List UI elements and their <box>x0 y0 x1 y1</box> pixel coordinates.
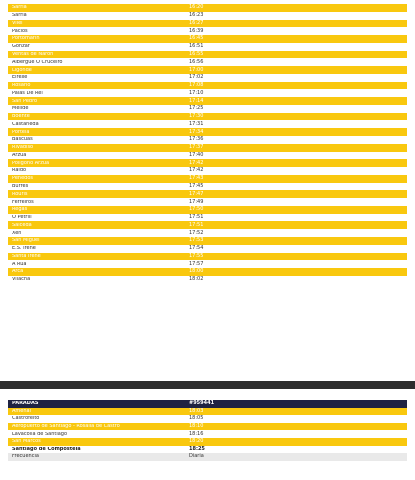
stop-name: Ligonde <box>12 67 32 73</box>
stop-name: Sarria <box>12 13 27 19</box>
stop-time: 18:00 <box>189 268 204 275</box>
table-row <box>8 152 407 160</box>
stop-time: 16:23 <box>189 12 204 19</box>
stop-time: 17:45 <box>189 182 204 189</box>
stop-name: Vilachá <box>12 277 31 283</box>
table-row <box>8 105 407 113</box>
stop-time: 17:54 <box>189 245 204 252</box>
table-row <box>8 408 407 416</box>
stop-time: 17:43 <box>189 175 204 182</box>
stop-name: Castrofeito <box>12 416 40 422</box>
header-stops: PARADAS <box>12 401 39 407</box>
table-row <box>8 438 407 446</box>
stop-name: Castañeda <box>12 121 39 127</box>
table-row <box>8 128 407 136</box>
table-row <box>8 51 407 59</box>
stop-time: 17:51 <box>189 221 204 228</box>
stop-time: 17:53 <box>189 237 204 244</box>
stop-time: 17:55 <box>189 252 204 259</box>
table-row <box>8 167 407 175</box>
stop-time: 18:02 <box>189 276 204 283</box>
stop-name: O Petrill <box>12 215 32 221</box>
stop-time: 18:25 <box>189 445 205 452</box>
section-separator <box>0 381 415 389</box>
table-row <box>8 268 407 276</box>
table-row <box>8 113 407 121</box>
stop-name: San Marcos <box>12 439 41 445</box>
stop-name: Vilei <box>12 20 23 26</box>
table-row <box>8 74 407 82</box>
table-row <box>8 43 407 51</box>
table-row <box>8 276 407 284</box>
stop-name: Raido <box>12 168 27 174</box>
stop-name: Arzúa <box>12 152 27 158</box>
table-row <box>8 430 407 438</box>
table-row <box>8 229 407 237</box>
stop-time: 16:56 <box>189 58 204 65</box>
stop-time: 16:51 <box>189 43 204 50</box>
table-row <box>8 221 407 229</box>
table-row <box>8 198 407 206</box>
stop-time: 16:20 <box>189 4 204 11</box>
table-row <box>8 82 407 90</box>
table-row <box>8 206 407 214</box>
header-route: #959441 <box>189 400 215 407</box>
frequency-value: Diaria <box>189 453 204 460</box>
table-row <box>8 4 407 12</box>
table-row <box>8 245 407 253</box>
schedule-table-bottom <box>8 400 407 461</box>
stop-name: Santa Irene <box>12 253 41 259</box>
schedule-table-top <box>8 4 407 284</box>
stop-time: 17:49 <box>189 198 204 205</box>
stop-time: 16:27 <box>189 19 204 26</box>
stop-time: 17:34 <box>189 128 204 135</box>
frequency-label: Frecuencia <box>12 454 39 460</box>
stop-time: 17:47 <box>189 190 204 197</box>
stop-name: Rosario <box>12 83 31 89</box>
stop-time: 17:30 <box>189 113 204 120</box>
table-row <box>8 20 407 28</box>
stop-time: 17:08 <box>189 82 204 89</box>
stop-name: Polígono Arzúa <box>12 160 50 166</box>
stop-name: Portela <box>12 129 30 135</box>
stop-name: Portomarín <box>12 36 40 42</box>
stop-name: Aeropuerto de Santiago - Rosalía de Castro <box>12 424 120 430</box>
stop-name: Ventas de Narón <box>12 51 54 57</box>
stop-time: 17:36 <box>189 136 204 143</box>
table-row <box>8 144 407 152</box>
table-row <box>8 136 407 144</box>
stop-name: E.S. Irene <box>12 246 36 252</box>
table-row <box>8 415 407 423</box>
stop-name: Gonzar <box>12 44 30 50</box>
table-row <box>8 120 407 128</box>
stop-time: 16:55 <box>189 50 204 57</box>
table-row <box>8 97 407 105</box>
table-row <box>8 423 407 431</box>
stop-name: Santiago de Compostela <box>12 446 81 452</box>
table-row <box>8 214 407 222</box>
stop-time: 17:25 <box>189 105 204 112</box>
table-row <box>8 175 407 183</box>
stop-name: Eirexe <box>12 75 28 81</box>
stop-name: Burres <box>12 183 29 189</box>
stop-name: Bascuas <box>12 137 33 143</box>
table-row <box>8 58 407 66</box>
stop-time: 17:02 <box>189 74 204 81</box>
stop-name: Sarria <box>12 5 27 11</box>
stop-time: 17:31 <box>189 120 204 127</box>
stop-name: Xen <box>12 230 22 236</box>
stop-time: 17:40 <box>189 151 204 158</box>
stop-name: Palas De Rei <box>12 90 43 96</box>
stop-name: Ferreiros <box>12 199 34 205</box>
table-row <box>8 66 407 74</box>
table-row <box>8 446 407 454</box>
stop-name: Albergue O Cruceiro <box>12 59 63 65</box>
stop-time: 17:42 <box>189 167 204 174</box>
stop-name: Boente <box>12 114 30 120</box>
table-row <box>8 159 407 167</box>
stop-time: 18:05 <box>189 415 204 422</box>
stop-name: Melide <box>12 106 29 112</box>
table-row <box>8 12 407 20</box>
stop-name: A Rúa <box>12 261 27 267</box>
stop-name: Arca <box>12 269 24 275</box>
table-row <box>8 89 407 97</box>
stop-time: 17:51 <box>189 214 204 221</box>
stop-time: 18:16 <box>189 430 204 437</box>
frequency-row <box>8 453 407 461</box>
stop-name: San Pedro <box>12 98 38 104</box>
stop-name: San Miguel <box>12 238 40 244</box>
stop-name: Rourís <box>12 191 28 197</box>
table-row <box>8 237 407 245</box>
stop-time: 18:10 <box>189 423 204 430</box>
stop-time: 17:52 <box>189 229 204 236</box>
stop-name: Salceda <box>12 222 32 228</box>
stop-time: 16:39 <box>189 27 204 34</box>
stop-time: 17:42 <box>189 159 204 166</box>
stop-time: 18:20 <box>189 438 204 445</box>
table-row <box>8 253 407 261</box>
table-row <box>8 260 407 268</box>
stop-name: Penedos <box>12 176 33 182</box>
stop-time: 17:37 <box>189 144 204 151</box>
stop-time: 17:14 <box>189 97 204 104</box>
stop-time: 17:00 <box>189 66 204 73</box>
table-row <box>8 190 407 198</box>
table-row <box>8 35 407 43</box>
stop-name: Paclos <box>12 28 28 34</box>
stop-time: 17:50 <box>189 206 204 213</box>
table-row <box>8 183 407 191</box>
stop-name: Rivadiso <box>12 145 34 151</box>
stop-time: 17:57 <box>189 260 204 267</box>
stop-name: Lavacolla de Santiago <box>12 431 68 437</box>
table-row <box>8 27 407 35</box>
stop-time: 16:45 <box>189 35 204 42</box>
table-header <box>8 400 407 408</box>
stop-name: Amenal <box>12 408 31 414</box>
stop-time: 18:03 <box>189 407 204 414</box>
stop-name: Regas <box>12 207 28 213</box>
stop-time: 17:10 <box>189 89 204 96</box>
